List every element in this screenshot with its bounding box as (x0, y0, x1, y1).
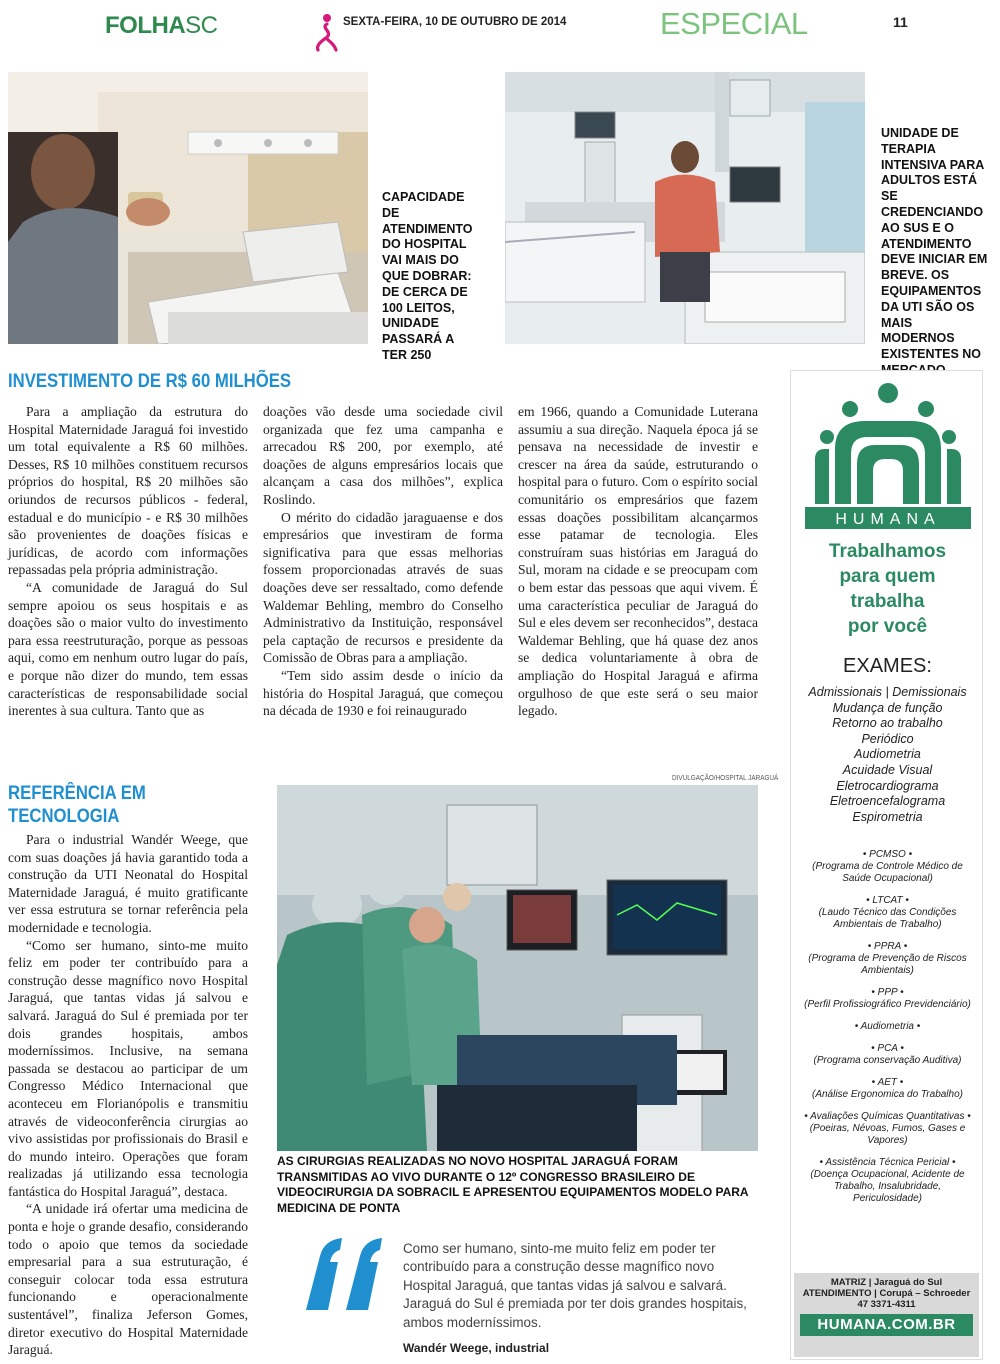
service-desc: (Poeiras, Névoas, Fumos, Gases e Vapores) (809, 1123, 966, 1146)
exams-title: EXAMES: (843, 655, 932, 677)
paragraph: Para o industrial Wandér Weege, que com suas doações já havia garantido toda a construção da UTI Neonatal do Hospital Maternidade Jaraguá, é muito gratificante ver essa estrutura se tornar referência pela modernidade e tecnologia. (8, 832, 248, 935)
ad-address-line: MATRIZ | Jaraguá do Sul (830, 1277, 943, 1288)
service-desc: (Doença Ocupacional, Acidente de Trabalho, Insalubridade, Periculosidade) (810, 1169, 965, 1204)
icu-photo (505, 72, 865, 344)
surgery-photo (277, 785, 758, 1151)
service-item (799, 1021, 976, 1033)
service-desc: (Programa conservação Auditiva) (813, 1055, 962, 1066)
exam-item: Periódico (861, 731, 914, 746)
paragraph: “A comunidade de Jaraguá do Sul sempre apoiou os seus hospitais e as doações são o maior vulto do investimento para essa reestruturação, porque as pessoas aqui, como em nenhum outro lugar do país, e porque não dizer do mundo, tem essas características de responsabilidade social inerentes à sua cultura. Tanto que as (8, 579, 248, 719)
article1-column-2 (263, 403, 503, 720)
masthead (0, 0, 1000, 60)
service-name: • Avaliações Químicas Quantitativas • (804, 1111, 971, 1122)
service-name: • PCMSO • (862, 849, 913, 860)
services-list (799, 849, 976, 1215)
paragraph: “Tem sido assim desde o início da história do Hospital Jaraguá, que começou na década de 1930 e foi reinaugurado (263, 667, 503, 719)
exam-item: Audiometria (854, 747, 921, 762)
service-item (799, 1111, 976, 1147)
service-name: • AET • (871, 1077, 904, 1088)
service-desc: (Laudo Técnico das Condições Ambientais de Trabalho) (818, 907, 957, 930)
service-item (799, 1043, 976, 1067)
article2-column (8, 831, 248, 1359)
exam-item: Espirometria (852, 809, 923, 824)
article2-headline (8, 782, 146, 828)
tagline-line: para quem (839, 566, 936, 587)
service-name: • PCA • (871, 1043, 904, 1054)
paragraph: em 1966, quando a Comunidade Luterana assumiu a sua direção. Naquela época já se pensava na necessidade de investir e crescer na área da saúde, estruturando o hospital para o futuro. Com o espírito social comunitário os empresários que fazem essas doações possibilitam alcançarmos esse patamar de tecnologia. Eles construíram suas histórias em Jaraguá do Sul, moram na cidade e se preocupam com o bem estar das pessoas que aqui vivem. É uma característica peculiar de Jaraguá do Sul e eles devem ser reconhecidos”, destaca Waldemar Behling, que há quase dez anos se dedica voluntariamente à obra de ampliação do Hospital Jaraguá e afirma orgulhoso de que este será o seu maior legado. (518, 404, 758, 719)
paragraph: Para a ampliação da estrutura do Hospital Maternidade Jaraguá foi investido um total equivalente a R$ 60 milhões. Desses, R$ 10 milhões constituem recursos próprios do hospital, R$ 20 milhões são oriundos de recursos públicos - federal, estadual e do município - e R$ 30 milhões são provenientes de doações físicas e jurídicas, de acordo com informações repassadas pela própria administração. (8, 404, 248, 578)
ad-tagline (791, 539, 984, 639)
ad-address-line: ATENDIMENTO | Corupá – Schroeder (802, 1288, 971, 1299)
tagline-line: Trabalhamos (828, 541, 947, 562)
exam-item: Eletroencefalograma (829, 794, 946, 809)
service-desc: (Programa de Prevenção de Riscos Ambientais) (808, 953, 967, 976)
service-item (799, 941, 976, 977)
headline-line: TECNOLOGIA (8, 806, 120, 827)
brand-name: HUMANA (835, 511, 941, 528)
service-name: • LTCAT • (866, 895, 909, 906)
paragraph: “Como ser humano, sinto-me muito feliz em poder ter contribuído para a construção desse magnífico novo Hospital Jaraguá, que tantas vidas já salvou e salvará. Jaraguá do Sul é premiada por ter dois grandes hospitais, ambos moderníssimos. Inclusive, na semana passada se destacou ao participar de um Congresso Médico Internacional que aconteceu em Florianópolis e transmitiu através de videoconferência cirurgias ao vivo assistidas por profissionais do Brasil e do mundo inteiro. Operações que foram realizadas já utilizando essa tecnologia fantástica do Hospital Jaraguá”, destaca. (8, 937, 248, 1199)
issue-date: SEXTA-FEIRA, 10 DE OUTUBRO DE 2014 (343, 16, 567, 28)
pink-ribbon-icon (312, 12, 340, 52)
headline-line: REFERÊNCIA EM (8, 783, 146, 804)
service-item (799, 987, 976, 1011)
paragraph: “A unidade irá ofertar uma medicina de ponta e hoje o grande desafio, considerando todo o apoio que temos da sociedade empresarial para a sua estruturação, é conseguir colocar toda essa estrutura funcionando e operacionalmente sustentável”, finaliza Jeferson Gomes, diretor executivo do Hospital Maternidade Jaraguá. (8, 1201, 248, 1358)
exams-list (791, 685, 984, 825)
ad-phone: 47 3371-4311 (857, 1299, 916, 1310)
exam-item: Eletrocardiograma (836, 778, 939, 793)
service-item (799, 1157, 976, 1205)
tagline-line: trabalha (850, 591, 925, 612)
article1-headline: INVESTIMENTO DE R$ 60 MILHÕES (8, 371, 292, 392)
exam-item: Mudança de função (832, 700, 943, 715)
service-desc: (Análise Ergonomica do Trabalho) (811, 1089, 963, 1100)
pull-quote-author: Wandér Weege, industrial (403, 1341, 550, 1355)
hospital-room-photo (8, 72, 368, 344)
photo-credit: DIVULGAÇÃO/HOSPITAL JARAGUÁ (672, 773, 779, 782)
pull-quote-text: Como ser humano, sinto-me muito feliz em poder ter contribuído para a construção desse magnífico novo Hospital Jaraguá, que tantas vidas já salvou e salvará. Jaraguá do Sul é premiada por ter dois grandes hospitais, ambos moderníssimos. (403, 1241, 747, 1330)
exam-item: Admissionais | Demissionais (808, 685, 967, 699)
ad-website-link[interactable]: HUMANA.COM.BR (800, 1314, 973, 1336)
exam-item: Retorno ao trabalho (832, 716, 943, 731)
paragraph: doações vão desde uma sociedade civil organizada que fez uma campanha e arrecadou R$ 200, por exemplo, até doações de alguns empresários locais que alcançam a casa dos milhões”, explica Roslindo. (263, 404, 503, 507)
humana-logo-icon (805, 379, 971, 529)
service-name: • PPRA • (867, 941, 908, 952)
photo-caption-left: CAPACIDADE DE ATENDIMENTO DO HOSPITAL VAI MAIS DO QUE DOBRAR: DE CERCA DE 100 LEITOS, UNIDADE PASSARÁ A TER 250 (382, 190, 473, 362)
surgery-photo-caption: AS CIRURGIAS REALIZADAS NO NOVO HOSPITAL JARAGUÁ FORAM TRANSMITIDAS AO VIVO DURANTE O 12º CONGRESSO BRASILEIRO DE VIDEOCIRURGIA DA SOBRACIL E APRESENTOU EQUIPAMENTOS MODELO PARA MEDICINA DE PONTA (277, 1154, 749, 1215)
service-name: • Assistência Técnica Pericial • (819, 1157, 956, 1168)
service-name: • PPP • (871, 987, 904, 998)
humana-advertisement (790, 370, 983, 1360)
service-item (799, 849, 976, 885)
service-item (799, 895, 976, 931)
article1-column-3 (518, 403, 758, 720)
section-title: ESPECIAL (660, 6, 808, 41)
exam-item: Acuidade Visual (842, 762, 933, 777)
service-desc: (Perfil Profissiográfico Previdenciário) (804, 999, 971, 1010)
service-item (799, 1077, 976, 1101)
photo-caption-right: UNIDADE DE TERAPIA INTENSIVA PARA ADULTOS ESTÁ SE CREDENCIANDO AO SUS E O ATENDIMENTO DEVE INICIAR EM BREVE. OS EQUIPAMENTOS DA UTI SÃO OS MAIS MODERNOS EXISTENTES NO (881, 126, 988, 362)
quotation-mark-icon (298, 1232, 386, 1314)
page-number: 11 (893, 14, 908, 30)
paragraph: O mérito do cidadão jaraguaense e dos empresários que investiram de forma significativa para que essas melhorias fossem proporcionadas através de suas doações deve ser ressaltado, como defende Waldemar Behling, membro do Conselho Administrativo da Instituição, responsável pela captação de recursos e presidente da Comissão de Obras para a ampliação. (263, 509, 503, 666)
tagline-line: por você (847, 616, 928, 637)
service-name: • Audiometria • (854, 1021, 921, 1032)
ad-contact-box (794, 1273, 979, 1357)
newspaper-logo: FOLHASC (105, 12, 218, 39)
article1-column-1 (8, 403, 248, 720)
service-desc: (Programa de Controle Médico de Saúde Ocupacional) (812, 861, 963, 884)
